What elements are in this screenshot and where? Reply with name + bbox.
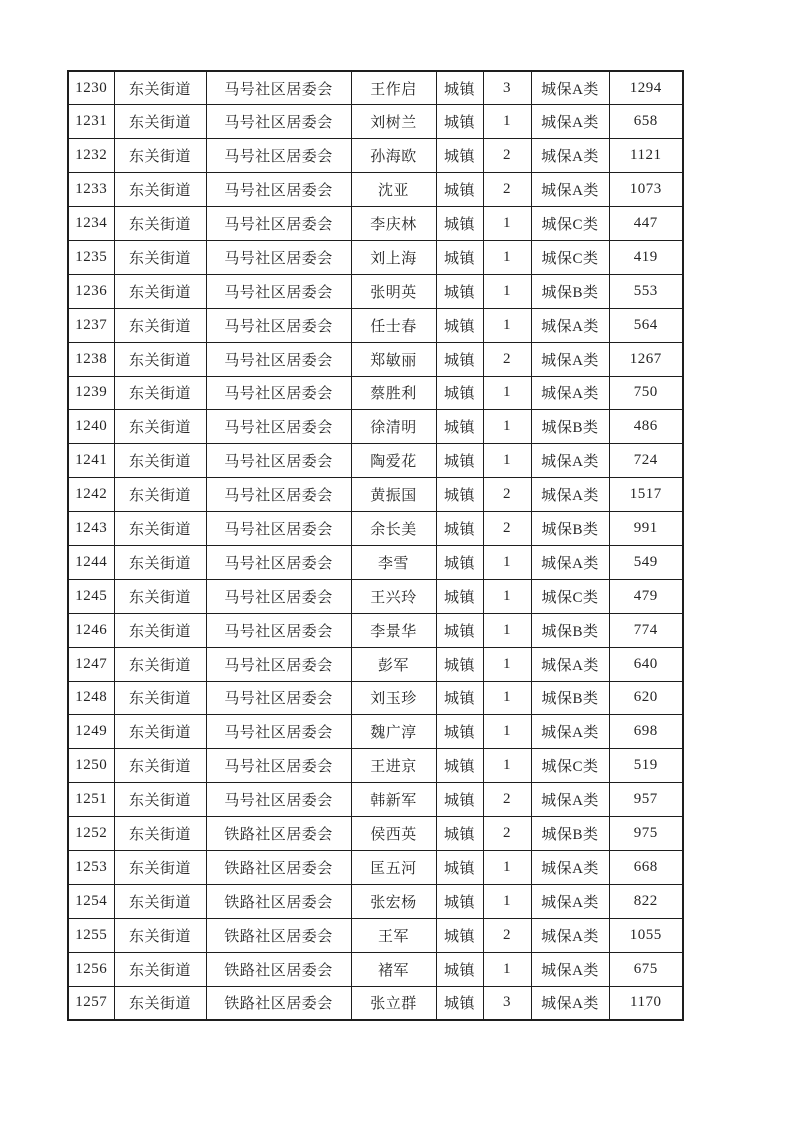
cell-amount: 553 — [609, 274, 683, 308]
cell-person-name: 张宏杨 — [351, 884, 436, 918]
cell-community: 马号社区居委会 — [206, 105, 351, 139]
cell-person-count: 1 — [483, 274, 531, 308]
cell-community: 马号社区居委会 — [206, 579, 351, 613]
table-row — [68, 884, 683, 918]
cell-residence-type: 城镇 — [436, 444, 483, 478]
cell-residence-type: 城镇 — [436, 884, 483, 918]
cell-insurance-category: 城保A类 — [531, 545, 609, 579]
cell-person-count: 1 — [483, 715, 531, 749]
cell-street: 东关街道 — [114, 681, 206, 715]
cell-seq: 1253 — [68, 850, 114, 884]
cell-street: 东关街道 — [114, 274, 206, 308]
cell-community: 马号社区居委会 — [206, 613, 351, 647]
cell-street: 东关街道 — [114, 240, 206, 274]
cell-person-count: 3 — [483, 71, 531, 105]
cell-street: 东关街道 — [114, 783, 206, 817]
cell-amount: 1055 — [609, 918, 683, 952]
cell-person-name: 任士春 — [351, 308, 436, 342]
cell-person-count: 1 — [483, 613, 531, 647]
cell-insurance-category: 城保B类 — [531, 410, 609, 444]
table-row — [68, 850, 683, 884]
cell-person-name: 李庆林 — [351, 207, 436, 241]
cell-residence-type: 城镇 — [436, 681, 483, 715]
cell-person-count: 1 — [483, 681, 531, 715]
cell-person-name: 王进京 — [351, 749, 436, 783]
cell-seq: 1254 — [68, 884, 114, 918]
table-row — [68, 139, 683, 173]
table-row — [68, 105, 683, 139]
cell-person-count: 1 — [483, 376, 531, 410]
table-row — [68, 918, 683, 952]
cell-seq: 1246 — [68, 613, 114, 647]
cell-person-name: 沈亚 — [351, 173, 436, 207]
cell-amount: 750 — [609, 376, 683, 410]
cell-seq: 1237 — [68, 308, 114, 342]
cell-community: 马号社区居委会 — [206, 749, 351, 783]
cell-person-name: 余长美 — [351, 512, 436, 546]
cell-person-count: 2 — [483, 783, 531, 817]
cell-amount: 658 — [609, 105, 683, 139]
roster-table — [67, 70, 684, 1021]
cell-seq: 1250 — [68, 749, 114, 783]
cell-seq: 1256 — [68, 952, 114, 986]
cell-residence-type: 城镇 — [436, 647, 483, 681]
cell-street: 东关街道 — [114, 918, 206, 952]
cell-residence-type: 城镇 — [436, 207, 483, 241]
cell-seq: 1234 — [68, 207, 114, 241]
cell-person-count: 2 — [483, 342, 531, 376]
cell-person-count: 1 — [483, 444, 531, 478]
cell-residence-type: 城镇 — [436, 512, 483, 546]
cell-person-name: 彭军 — [351, 647, 436, 681]
cell-seq: 1236 — [68, 274, 114, 308]
cell-person-count: 2 — [483, 173, 531, 207]
cell-community: 马号社区居委会 — [206, 139, 351, 173]
cell-amount: 698 — [609, 715, 683, 749]
cell-seq: 1242 — [68, 478, 114, 512]
table-row — [68, 783, 683, 817]
cell-street: 东关街道 — [114, 986, 206, 1020]
cell-insurance-category: 城保A类 — [531, 478, 609, 512]
table-row — [68, 545, 683, 579]
cell-street: 东关街道 — [114, 884, 206, 918]
cell-insurance-category: 城保B类 — [531, 817, 609, 851]
cell-community: 马号社区居委会 — [206, 410, 351, 444]
cell-street: 东关街道 — [114, 647, 206, 681]
cell-community: 马号社区居委会 — [206, 681, 351, 715]
cell-insurance-category: 城保C类 — [531, 207, 609, 241]
cell-seq: 1244 — [68, 545, 114, 579]
table-row — [68, 342, 683, 376]
cell-street: 东关街道 — [114, 952, 206, 986]
cell-insurance-category: 城保B类 — [531, 512, 609, 546]
cell-person-name: 侯西英 — [351, 817, 436, 851]
cell-residence-type: 城镇 — [436, 105, 483, 139]
cell-street: 东关街道 — [114, 308, 206, 342]
cell-street: 东关街道 — [114, 444, 206, 478]
table-row — [68, 512, 683, 546]
cell-insurance-category: 城保A类 — [531, 308, 609, 342]
cell-insurance-category: 城保A类 — [531, 715, 609, 749]
cell-street: 东关街道 — [114, 105, 206, 139]
cell-street: 东关街道 — [114, 817, 206, 851]
cell-amount: 1170 — [609, 986, 683, 1020]
cell-street: 东关街道 — [114, 478, 206, 512]
cell-person-name: 王兴玲 — [351, 579, 436, 613]
cell-residence-type: 城镇 — [436, 478, 483, 512]
cell-community: 马号社区居委会 — [206, 376, 351, 410]
cell-insurance-category: 城保C类 — [531, 579, 609, 613]
table-row — [68, 173, 683, 207]
cell-seq: 1255 — [68, 918, 114, 952]
cell-seq: 1230 — [68, 71, 114, 105]
cell-insurance-category: 城保A类 — [531, 783, 609, 817]
cell-street: 东关街道 — [114, 613, 206, 647]
table-row — [68, 308, 683, 342]
cell-seq: 1240 — [68, 410, 114, 444]
cell-person-count: 2 — [483, 817, 531, 851]
cell-person-name: 孙海欧 — [351, 139, 436, 173]
cell-person-name: 蔡胜利 — [351, 376, 436, 410]
cell-person-name: 魏广淳 — [351, 715, 436, 749]
cell-person-name: 张立群 — [351, 986, 436, 1020]
cell-amount: 419 — [609, 240, 683, 274]
cell-community: 铁路社区居委会 — [206, 884, 351, 918]
cell-residence-type: 城镇 — [436, 986, 483, 1020]
cell-residence-type: 城镇 — [436, 410, 483, 444]
cell-street: 东关街道 — [114, 410, 206, 444]
cell-person-count: 2 — [483, 918, 531, 952]
cell-amount: 774 — [609, 613, 683, 647]
cell-residence-type: 城镇 — [436, 715, 483, 749]
cell-person-count: 1 — [483, 850, 531, 884]
table-row — [68, 71, 683, 105]
table-row — [68, 274, 683, 308]
cell-person-name: 刘玉珍 — [351, 681, 436, 715]
cell-community: 铁路社区居委会 — [206, 918, 351, 952]
cell-insurance-category: 城保B类 — [531, 681, 609, 715]
cell-seq: 1241 — [68, 444, 114, 478]
cell-amount: 519 — [609, 749, 683, 783]
cell-person-count: 2 — [483, 139, 531, 173]
cell-residence-type: 城镇 — [436, 308, 483, 342]
cell-person-count: 1 — [483, 308, 531, 342]
cell-street: 东关街道 — [114, 512, 206, 546]
table-row — [68, 207, 683, 241]
cell-community: 马号社区居委会 — [206, 173, 351, 207]
cell-seq: 1243 — [68, 512, 114, 546]
cell-seq: 1252 — [68, 817, 114, 851]
cell-amount: 640 — [609, 647, 683, 681]
cell-seq: 1248 — [68, 681, 114, 715]
cell-community: 马号社区居委会 — [206, 478, 351, 512]
cell-person-name: 刘上海 — [351, 240, 436, 274]
cell-person-name: 匡五河 — [351, 850, 436, 884]
cell-person-count: 1 — [483, 579, 531, 613]
table-row — [68, 817, 683, 851]
cell-person-count: 1 — [483, 410, 531, 444]
cell-amount: 957 — [609, 783, 683, 817]
cell-amount: 479 — [609, 579, 683, 613]
cell-seq: 1238 — [68, 342, 114, 376]
cell-seq: 1247 — [68, 647, 114, 681]
cell-insurance-category: 城保C类 — [531, 240, 609, 274]
cell-amount: 1517 — [609, 478, 683, 512]
cell-amount: 447 — [609, 207, 683, 241]
cell-community: 马号社区居委会 — [206, 783, 351, 817]
cell-insurance-category: 城保A类 — [531, 884, 609, 918]
cell-person-name: 刘树兰 — [351, 105, 436, 139]
cell-community: 铁路社区居委会 — [206, 850, 351, 884]
cell-insurance-category: 城保A类 — [531, 647, 609, 681]
cell-person-name: 韩新军 — [351, 783, 436, 817]
cell-amount: 668 — [609, 850, 683, 884]
cell-amount: 822 — [609, 884, 683, 918]
cell-street: 东关街道 — [114, 173, 206, 207]
cell-residence-type: 城镇 — [436, 783, 483, 817]
cell-residence-type: 城镇 — [436, 274, 483, 308]
cell-street: 东关街道 — [114, 139, 206, 173]
cell-seq: 1232 — [68, 139, 114, 173]
cell-community: 马号社区居委会 — [206, 444, 351, 478]
cell-person-name: 郑敏丽 — [351, 342, 436, 376]
cell-street: 东关街道 — [114, 342, 206, 376]
cell-person-count: 1 — [483, 545, 531, 579]
cell-residence-type: 城镇 — [436, 817, 483, 851]
table-row — [68, 410, 683, 444]
cell-seq: 1239 — [68, 376, 114, 410]
cell-community: 马号社区居委会 — [206, 308, 351, 342]
cell-residence-type: 城镇 — [436, 173, 483, 207]
cell-person-count: 1 — [483, 749, 531, 783]
table-row — [68, 986, 683, 1020]
cell-street: 东关街道 — [114, 71, 206, 105]
cell-residence-type: 城镇 — [436, 613, 483, 647]
cell-insurance-category: 城保B类 — [531, 274, 609, 308]
cell-seq: 1249 — [68, 715, 114, 749]
cell-person-name: 褚军 — [351, 952, 436, 986]
cell-insurance-category: 城保A类 — [531, 105, 609, 139]
cell-community: 马号社区居委会 — [206, 342, 351, 376]
cell-amount: 1121 — [609, 139, 683, 173]
cell-insurance-category: 城保A类 — [531, 71, 609, 105]
cell-seq: 1257 — [68, 986, 114, 1020]
cell-insurance-category: 城保A类 — [531, 986, 609, 1020]
cell-street: 东关街道 — [114, 850, 206, 884]
cell-person-name: 陶爱花 — [351, 444, 436, 478]
cell-person-name: 黄振国 — [351, 478, 436, 512]
cell-community: 马号社区居委会 — [206, 545, 351, 579]
roster-table-body — [68, 71, 683, 1020]
table-row — [68, 749, 683, 783]
cell-residence-type: 城镇 — [436, 545, 483, 579]
cell-person-name: 王军 — [351, 918, 436, 952]
cell-person-count: 1 — [483, 105, 531, 139]
table-row — [68, 240, 683, 274]
table-row — [68, 681, 683, 715]
table-row — [68, 478, 683, 512]
table-row — [68, 444, 683, 478]
cell-amount: 1267 — [609, 342, 683, 376]
cell-amount: 564 — [609, 308, 683, 342]
cell-residence-type: 城镇 — [436, 749, 483, 783]
cell-community: 马号社区居委会 — [206, 240, 351, 274]
cell-residence-type: 城镇 — [436, 952, 483, 986]
cell-residence-type: 城镇 — [436, 850, 483, 884]
table-row — [68, 579, 683, 613]
cell-community: 铁路社区居委会 — [206, 817, 351, 851]
cell-insurance-category: 城保A类 — [531, 918, 609, 952]
cell-residence-type: 城镇 — [436, 240, 483, 274]
cell-amount: 991 — [609, 512, 683, 546]
cell-amount: 1073 — [609, 173, 683, 207]
cell-amount: 675 — [609, 952, 683, 986]
cell-community: 铁路社区居委会 — [206, 952, 351, 986]
cell-person-name: 张明英 — [351, 274, 436, 308]
cell-insurance-category: 城保B类 — [531, 613, 609, 647]
cell-community: 马号社区居委会 — [206, 274, 351, 308]
cell-community: 马号社区居委会 — [206, 512, 351, 546]
cell-insurance-category: 城保A类 — [531, 850, 609, 884]
cell-insurance-category: 城保A类 — [531, 952, 609, 986]
cell-street: 东关街道 — [114, 545, 206, 579]
cell-amount: 620 — [609, 681, 683, 715]
cell-seq: 1231 — [68, 105, 114, 139]
cell-residence-type: 城镇 — [436, 376, 483, 410]
cell-insurance-category: 城保C类 — [531, 749, 609, 783]
cell-community: 铁路社区居委会 — [206, 986, 351, 1020]
cell-street: 东关街道 — [114, 715, 206, 749]
cell-street: 东关街道 — [114, 376, 206, 410]
cell-residence-type: 城镇 — [436, 579, 483, 613]
cell-community: 马号社区居委会 — [206, 715, 351, 749]
cell-residence-type: 城镇 — [436, 918, 483, 952]
table-row — [68, 715, 683, 749]
cell-insurance-category: 城保A类 — [531, 139, 609, 173]
cell-insurance-category: 城保A类 — [531, 173, 609, 207]
cell-amount: 1294 — [609, 71, 683, 105]
cell-community: 马号社区居委会 — [206, 647, 351, 681]
cell-person-count: 1 — [483, 240, 531, 274]
cell-community: 马号社区居委会 — [206, 71, 351, 105]
cell-street: 东关街道 — [114, 207, 206, 241]
cell-person-count: 1 — [483, 884, 531, 918]
cell-person-count: 3 — [483, 986, 531, 1020]
cell-residence-type: 城镇 — [436, 342, 483, 376]
cell-person-count: 1 — [483, 952, 531, 986]
cell-person-name: 李景华 — [351, 613, 436, 647]
cell-amount: 549 — [609, 545, 683, 579]
table-row — [68, 376, 683, 410]
cell-insurance-category: 城保A类 — [531, 342, 609, 376]
cell-person-name: 徐清明 — [351, 410, 436, 444]
cell-seq: 1233 — [68, 173, 114, 207]
cell-amount: 724 — [609, 444, 683, 478]
cell-seq: 1235 — [68, 240, 114, 274]
cell-insurance-category: 城保A类 — [531, 444, 609, 478]
cell-residence-type: 城镇 — [436, 139, 483, 173]
cell-person-name: 李雪 — [351, 545, 436, 579]
cell-person-name: 王作启 — [351, 71, 436, 105]
cell-amount: 486 — [609, 410, 683, 444]
cell-person-count: 1 — [483, 647, 531, 681]
cell-person-count: 2 — [483, 512, 531, 546]
cell-street: 东关街道 — [114, 579, 206, 613]
cell-street: 东关街道 — [114, 749, 206, 783]
cell-amount: 975 — [609, 817, 683, 851]
cell-seq: 1245 — [68, 579, 114, 613]
table-row — [68, 613, 683, 647]
cell-person-count: 1 — [483, 207, 531, 241]
cell-community: 马号社区居委会 — [206, 207, 351, 241]
cell-insurance-category: 城保A类 — [531, 376, 609, 410]
table-row — [68, 952, 683, 986]
table-row — [68, 647, 683, 681]
cell-seq: 1251 — [68, 783, 114, 817]
cell-person-count: 2 — [483, 478, 531, 512]
cell-residence-type: 城镇 — [436, 71, 483, 105]
